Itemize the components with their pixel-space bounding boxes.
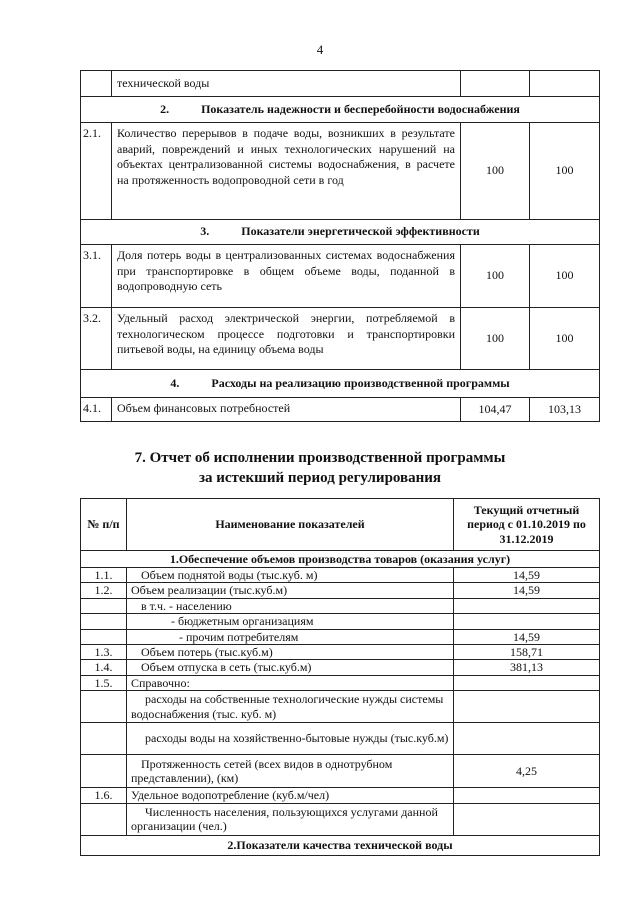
row-value: 100 (530, 308, 600, 370)
row-number: 3.2. (81, 308, 112, 370)
row-text: Количество перерывов в подаче воды, возникших в результате аварий, повреждений и иных технологических нарушений на объектах централизованной системы водоснабжения, в расчете на протяженность водопроводной сети в год (112, 123, 461, 220)
row-value: 14,59 (454, 568, 600, 583)
row-name: - бюджетным организациям (127, 614, 454, 629)
table-row (81, 245, 600, 308)
section-number: 3. (200, 224, 210, 239)
section-title: Расходы на реализацию производственной программы (211, 375, 510, 390)
row-value (454, 723, 600, 755)
row-value: 100 (530, 245, 600, 308)
section-title: 1.Обеспечение объемов производства товаров (оказания услуг) (81, 551, 600, 568)
row-name: Численность населения, пользующихся услугами данной организации (чел.) (127, 803, 454, 835)
row-value (454, 614, 600, 629)
row-text: Удельный расход электрической энергии, потребляемой в технологическом процессе подготовки и транспортировки питьевой воды, на единицу объема воды (112, 308, 461, 370)
row-name: - прочим потребителям (127, 629, 454, 644)
header-name: Наименование показателей (127, 499, 454, 551)
table-row (81, 644, 600, 659)
table-row (81, 398, 600, 422)
row-value: 100 (461, 123, 530, 220)
row-value: 381,13 (454, 660, 600, 675)
row-text: Объем финансовых потребностей (112, 398, 461, 422)
page-number: 4 (316, 42, 324, 57)
row-name: Объем отпуска в сеть (тыс.куб.м) (127, 660, 454, 675)
row-number: 1.4. (81, 660, 127, 675)
row-name: Справочно: (127, 675, 454, 690)
table-row (81, 723, 600, 755)
row-value: 4,25 (454, 755, 600, 788)
report-table (80, 498, 600, 856)
table-row (81, 308, 600, 370)
row-name: Объем поднятой воды (тыс.куб. м) (127, 568, 454, 583)
table-row (81, 755, 600, 788)
row-name: Удельное водопотребление (куб.м/чел) (127, 788, 454, 803)
row-name: расходы воды на хозяйственно-бытовые нужды (тыс.куб.м) (127, 723, 454, 755)
row-text: технической воды (112, 71, 461, 97)
table-row (81, 71, 600, 97)
row-number: 1.3. (81, 644, 127, 659)
row-number: 1.5. (81, 675, 127, 690)
header-row (81, 499, 600, 551)
row-value: 100 (530, 123, 600, 220)
table-row (81, 568, 600, 583)
table-row (81, 803, 600, 835)
row-value (454, 675, 600, 690)
table-row (81, 660, 600, 675)
report-title-line1: 7. Отчет об исполнении производственной программы (134, 450, 506, 466)
section-row (81, 551, 600, 568)
row-name: расходы на собственные технологические нужды системы водоснабжения (тыс. куб. м) (127, 691, 454, 723)
row-name: в т.ч. - населению (127, 598, 454, 613)
row-value (454, 803, 600, 835)
table-row (81, 614, 600, 629)
row-name: Объем потерь (тыс.куб.м) (127, 644, 454, 659)
table-row (81, 788, 600, 803)
table-row (81, 675, 600, 690)
header-num: № п/п (81, 499, 127, 551)
section-row (81, 97, 600, 123)
row-name: Протяженность сетей (всех видов в однотрубном представлении), (км) (127, 755, 454, 788)
row-number: 2.1. (81, 123, 112, 220)
indicators-table (80, 70, 600, 422)
row-value: 158,71 (454, 644, 600, 659)
row-value (454, 788, 600, 803)
header-period: Текущий отчетный период с 01.10.2019 по 31.12.2019 (454, 499, 600, 551)
row-value: 104,47 (461, 398, 530, 422)
row-value: 14,59 (454, 629, 600, 644)
row-value: 14,59 (454, 583, 600, 598)
row-value (454, 598, 600, 613)
section-number: 2. (160, 101, 170, 116)
table-row (81, 629, 600, 644)
row-value (454, 691, 600, 723)
row-value: 100 (461, 245, 530, 308)
section-row (81, 835, 600, 855)
table-row (81, 583, 600, 598)
section-title: Показатели энергетической эффективности (241, 224, 480, 239)
row-value: 103,13 (530, 398, 600, 422)
table-row (81, 123, 600, 220)
row-text: Доля потерь воды в централизованных системах водоснабжения при транспортировке в общем объеме воды, поданной в водопроводную сеть (112, 245, 461, 308)
report-title (0, 448, 640, 489)
row-name: Объем реализации (тыс.куб.м) (127, 583, 454, 598)
section-number: 4. (170, 375, 180, 390)
row-number: 4.1. (81, 398, 112, 422)
row-value: 100 (461, 308, 530, 370)
row-number: 3.1. (81, 245, 112, 308)
table-row (81, 691, 600, 723)
table-row (81, 598, 600, 613)
section-title: Показатель надежности и бесперебойности водоснабжения (201, 101, 520, 116)
report-title-line2: за истекший период регулирования (198, 470, 442, 487)
section-row (81, 370, 600, 398)
row-number: 1.1. (81, 568, 127, 583)
section-title: 2.Показатели качества технической воды (81, 835, 600, 855)
section-row (81, 220, 600, 245)
row-number: 1.6. (81, 788, 127, 803)
row-number: 1.2. (81, 583, 127, 598)
